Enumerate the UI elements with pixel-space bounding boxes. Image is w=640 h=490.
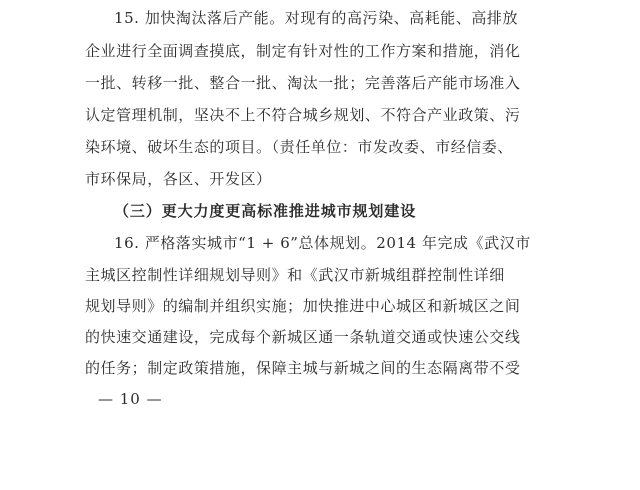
paragraph-15-line-5: 染环境、破坏生态的项目。（责任单位：市发改委、市经信委、 xyxy=(85,138,513,156)
paragraph-15-line-1: 15. 加快淘汰落后产能。对现有的高污染、高耗能、高排放 xyxy=(114,9,519,27)
page-number: — 10 — xyxy=(98,390,163,408)
paragraph-16-line-5: 的任务；制定政策措施，保障主城与新城之间的生态隔离带不受 xyxy=(85,359,521,377)
paragraph-16-line-1: 16. 严格落实城市“1 + 6”总体规划。2014 年完成《武汉市 xyxy=(114,234,531,252)
paragraph-15-line-4: 认定管理机制，坚决不上不符合城乡规划、不符合产业政策、污 xyxy=(85,106,521,124)
paragraph-15-line-2: 企业进行全面调查摸底，制定有针对性的工作方案和措施，消化 xyxy=(85,42,521,60)
paragraph-16-line-2: 主城区控制性详细规划导则》和《武汉市新城组群控制性详细 xyxy=(85,266,505,284)
section-heading: （三）更大力度更高标准推进城市规划建设 xyxy=(114,202,417,220)
paragraph-16-line-4: 的快速交通建设，完成每个新城区通一条轨道交通或快速公交线 xyxy=(85,328,521,346)
paragraph-15-line-3: 一批、转移一批、整合一批、淘汰一批；完善落后产能市场准入 xyxy=(85,74,521,92)
paragraph-16-line-3: 规划导则》的编制并组织实施；加快推进中心城区和新城区之间 xyxy=(85,297,521,315)
paragraph-15-line-6: 市环保局，各区、开发区） xyxy=(85,170,272,188)
